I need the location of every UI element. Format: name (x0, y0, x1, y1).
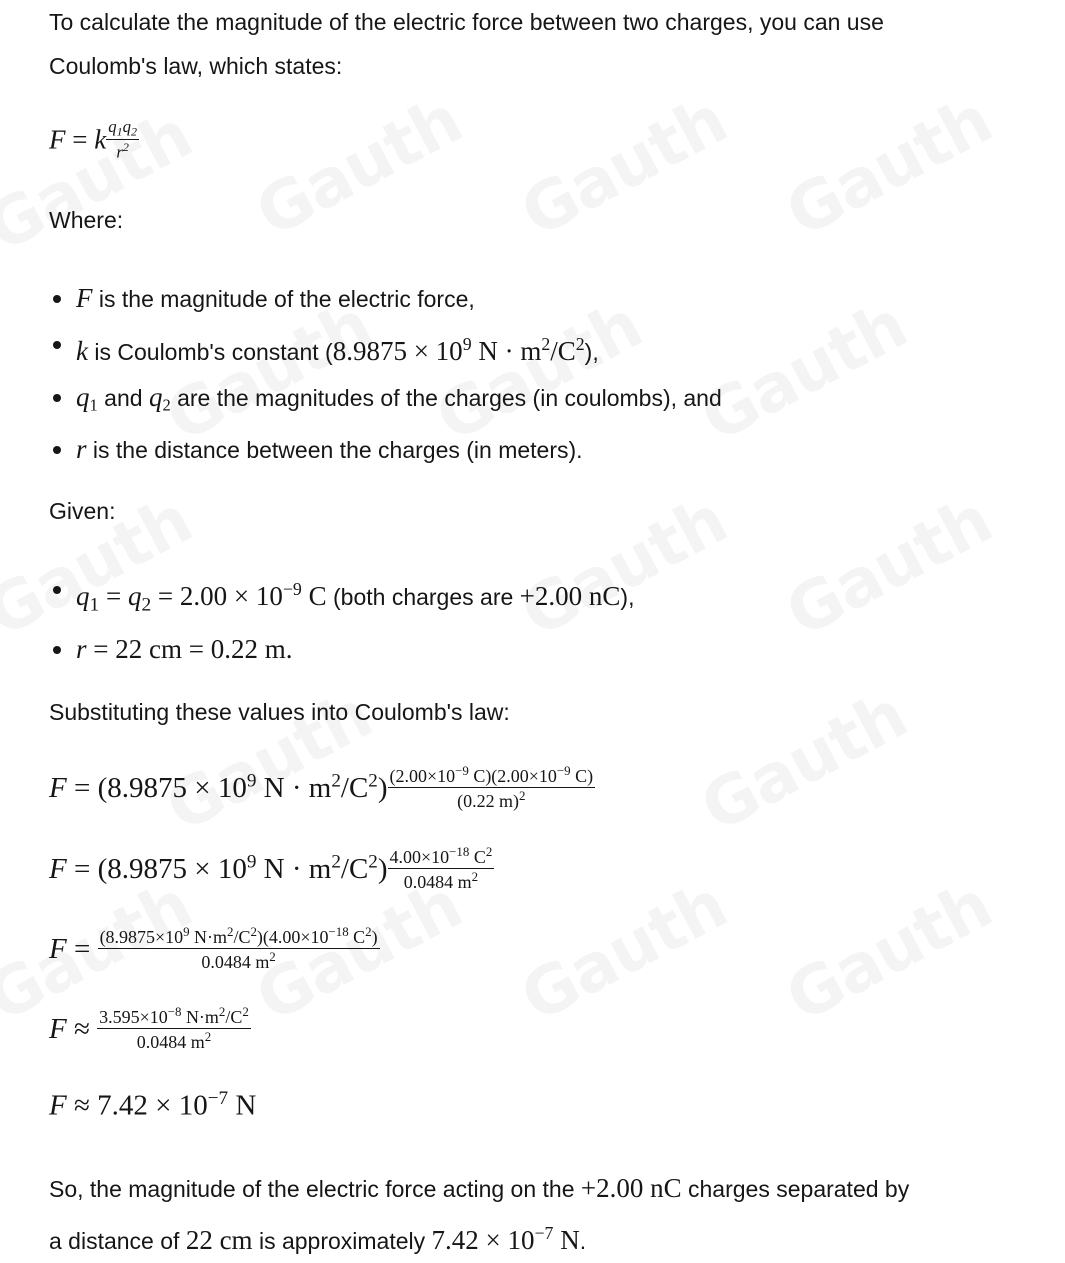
watermark (689, 676, 919, 847)
subst-label: Substituting these values into Coulomb's law: (49, 699, 510, 725)
equation-step-4: F ≈ $\frac{3.595\times 10^{-8} N\cdot m^2/C^2}{0.0484 m^2}$ (49, 1004, 249, 1053)
list-item: r = 22 cm = 0.22 m. (49, 627, 634, 673)
subst-label-block (49, 690, 510, 734)
conclusion-paragraph (49, 1166, 909, 1263)
watermark (774, 866, 1004, 1037)
where-label: Where: (49, 207, 124, 233)
intro-paragraph (49, 0, 884, 88)
conclusion-line-2: a distance of 22 cm is approximately $7.42 \times 10^{-7}$ N. (49, 1223, 587, 1255)
watermark (689, 286, 919, 457)
coulomb-formula: F = k $\frac{q_1q_2}{r^2}$ (49, 117, 138, 162)
watermark (774, 481, 1004, 652)
given-list (49, 567, 634, 673)
watermark (509, 866, 739, 1037)
watermark (244, 81, 474, 252)
list-item: $q_1 = q_2 = 2.00 \times 10^{-9}$ C (both charges are +2.00 nC), (49, 567, 634, 627)
watermark (774, 81, 1004, 252)
equation-step-5: $F \approx 7.42 \times 10^{-7}$ N (49, 1088, 257, 1122)
list-item: r is the distance between the charges (in meters). (49, 427, 722, 473)
equation-step-1: $F = (8.9875 \times 10^9$ $N \cdot m^2/C^2$) $\frac{(2.00\times 10^{-9} C)(2.00\times 10^{-9} C)}{(0.22 m)^2}$ (49, 763, 594, 812)
watermark (509, 81, 739, 252)
where-label-block (49, 198, 123, 242)
equation-step-3: F = $\frac{(8.9875\times 10^9 N\cdot m^2/C^2)(4.00\times 10^{-18} C^2)}{0.0484 m^2}$ (49, 924, 378, 973)
intro-line-2: Coulomb's law, which states: (49, 53, 343, 79)
given-label-block (49, 489, 115, 533)
list-item: F is the magnitude of the electric force, (49, 276, 722, 322)
definitions-list (49, 276, 722, 473)
conclusion-line-1: So, the magnitude of the electric force acting on the +2.00 nC charges separated by (49, 1173, 910, 1203)
list-item: k is Coulomb's constant ($8.9875 \times 10^9$ $N \cdot m^2/C^2$), (49, 322, 722, 375)
intro-line-1: To calculate the magnitude of the electric force between two charges, you can use (49, 9, 884, 35)
equation-step-2: $F = (8.9875 \times 10^9$ $N \cdot m^2/C^2$) $\frac{4.00\times 10^{-18} C^2}{0.0484 m^2}$ (49, 844, 493, 893)
list-item: $q_1$ and $q_2$ are the magnitudes of the charges (in coulombs), and (49, 375, 722, 428)
given-label: Given: (49, 498, 116, 524)
